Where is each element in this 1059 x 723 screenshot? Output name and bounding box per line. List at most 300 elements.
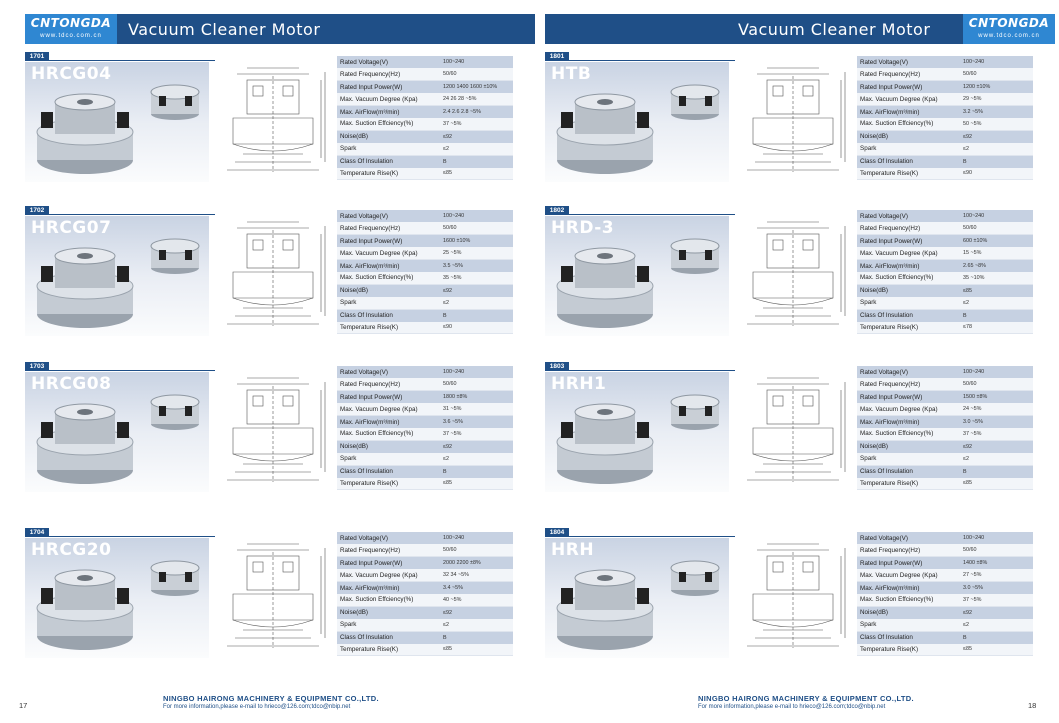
spec-value: B: [951, 309, 1033, 321]
spec-value: ≤85: [431, 478, 513, 490]
drawing-svg: [737, 372, 849, 490]
spec-row-power: [857, 235, 1033, 247]
spec-label: Class Of Insulation: [337, 309, 431, 321]
spec-value: 1200 ±10%: [951, 81, 1033, 93]
spec-row-spark: [337, 143, 513, 155]
product-code: 1804: [545, 528, 569, 537]
spec-value: ≤2: [951, 619, 1033, 631]
spec-value: 40 ~5%: [431, 594, 513, 606]
spec-label: Spark: [857, 453, 951, 465]
product-photo: [25, 538, 209, 658]
spec-table: [857, 532, 1033, 656]
spec-label: Noise(dB): [857, 440, 951, 452]
product-code: 1801: [545, 52, 569, 61]
spec-table: [337, 210, 513, 334]
spec-row-airflow: [857, 416, 1033, 428]
product-photo: [25, 372, 209, 492]
page-title-left: Vacuum Cleaner Motor: [128, 20, 321, 39]
technical-drawing: [737, 372, 849, 490]
spec-value: B: [951, 631, 1033, 643]
spec-label: Max. Vacuum Degree (Kpa): [337, 93, 431, 105]
spec-label: Max. AirFlow(m³/min): [857, 582, 951, 594]
spec-value: B: [431, 155, 513, 167]
spec-label: Max. Suction Effciency(%): [337, 118, 431, 130]
spec-value: 1400 ±8%: [951, 557, 1033, 569]
spec-value: 50/60: [431, 222, 513, 234]
spec-row-temp: [857, 644, 1033, 656]
spec-row-insulation: [857, 309, 1033, 321]
spec-value: 100~240: [951, 210, 1033, 222]
spec-value: 600 ±10%: [951, 235, 1033, 247]
spec-value: 35 ~5%: [431, 272, 513, 284]
spec-value: ≤2: [951, 453, 1033, 465]
drawing-svg: [217, 216, 329, 334]
spec-row-voltage: [857, 532, 1033, 544]
spec-row-spark: [857, 143, 1033, 155]
product-photo: [25, 216, 209, 336]
spec-label: Spark: [857, 297, 951, 309]
spec-label: Max. AirFlow(m³/min): [337, 260, 431, 272]
spec-label: Class Of Insulation: [857, 155, 951, 167]
spec-label: Max. Suction Effciency(%): [857, 118, 951, 130]
spec-value: 32 34 ~5%: [431, 569, 513, 581]
spec-value: 37 ~5%: [951, 428, 1033, 440]
spec-value: B: [431, 309, 513, 321]
spec-row-airflow: [337, 582, 513, 594]
product-photo: [25, 62, 209, 182]
drawing-svg: [217, 538, 329, 656]
spec-row-spark: [337, 453, 513, 465]
spec-label: Temperature Rise(K): [337, 168, 431, 180]
model-name: HRH1: [551, 374, 607, 394]
divider: [545, 60, 735, 61]
technical-drawing: [737, 538, 849, 656]
contact-line-right: For more information,please e-mail to hrieco@126.com;tdco@nbip.net: [698, 704, 886, 710]
spec-value: 37 ~5%: [431, 428, 513, 440]
spec-value: 27 ~5%: [951, 569, 1033, 581]
spec-value: ≤92: [951, 440, 1033, 452]
spec-row-voltage: [857, 366, 1033, 378]
spec-label: Max. Suction Effciency(%): [857, 428, 951, 440]
spec-label: Rated Input Power(W): [857, 235, 951, 247]
spec-value: ≤85: [951, 478, 1033, 490]
product-photo: [545, 62, 729, 182]
spec-value: 100~240: [951, 532, 1033, 544]
spec-value: ≤2: [951, 143, 1033, 155]
spec-row-vacuum: [857, 569, 1033, 581]
spec-row-power: [857, 81, 1033, 93]
spec-label: Max. Vacuum Degree (Kpa): [857, 247, 951, 259]
divider: [25, 370, 215, 371]
spec-label: Max. AirFlow(m³/min): [337, 582, 431, 594]
spec-value: B: [951, 465, 1033, 477]
technical-drawing: [217, 62, 329, 180]
logo-brand: CNTONGDA: [30, 16, 112, 30]
divider: [25, 60, 215, 61]
spec-row-insulation: [337, 309, 513, 321]
spec-row-noise: [857, 130, 1033, 142]
spec-row-vacuum: [337, 93, 513, 105]
spec-label: Noise(dB): [857, 130, 951, 142]
divider: [545, 214, 735, 215]
divider: [545, 536, 735, 537]
technical-drawing: [737, 216, 849, 334]
spec-value: ≤85: [431, 644, 513, 656]
spec-label: Temperature Rise(K): [857, 644, 951, 656]
spec-label: Rated Frequency(Hz): [337, 68, 431, 80]
spec-label: Rated Input Power(W): [337, 81, 431, 93]
spec-value: 3.5 ~5%: [431, 260, 513, 272]
technical-drawing: [217, 372, 329, 490]
spec-label: Class Of Insulation: [337, 155, 431, 167]
spec-value: ≤92: [431, 284, 513, 296]
spec-label: Rated Frequency(Hz): [857, 222, 951, 234]
divider: [25, 536, 215, 537]
spec-row-vacuum: [857, 403, 1033, 415]
spec-row-temp: [337, 478, 513, 490]
spec-label: Max. AirFlow(m³/min): [857, 260, 951, 272]
spec-value: ≤85: [431, 168, 513, 180]
spec-value: 29 ~5%: [951, 93, 1033, 105]
spec-row-noise: [857, 606, 1033, 618]
spec-value: 2.65 ~8%: [951, 260, 1033, 272]
product-photo: [545, 372, 729, 492]
spec-value: 3.4 ~5%: [431, 582, 513, 594]
spec-value: B: [431, 631, 513, 643]
spec-label: Class Of Insulation: [857, 309, 951, 321]
spec-label: Rated Frequency(Hz): [337, 222, 431, 234]
spec-label: Rated Voltage(V): [857, 366, 951, 378]
spec-value: 24 26 28 ~5%: [431, 93, 513, 105]
spec-label: Max. AirFlow(m³/min): [337, 416, 431, 428]
spec-value: 3.0 ~5%: [951, 416, 1033, 428]
spec-value: B: [431, 465, 513, 477]
spec-row-power: [857, 557, 1033, 569]
spec-label: Max. Vacuum Degree (Kpa): [857, 569, 951, 581]
drawing-svg: [737, 538, 849, 656]
spec-value: ≤2: [951, 297, 1033, 309]
spec-row-spark: [337, 619, 513, 631]
model-name: HRCG20: [31, 540, 112, 560]
drawing-svg: [737, 216, 849, 334]
spec-value: 50/60: [431, 68, 513, 80]
spec-table: [337, 56, 513, 180]
spec-label: Rated Input Power(W): [337, 391, 431, 403]
spec-value: ≤90: [431, 322, 513, 334]
spec-label: Rated Input Power(W): [857, 391, 951, 403]
spec-value: 3.0 ~5%: [951, 582, 1033, 594]
spec-label: Rated Frequency(Hz): [857, 378, 951, 390]
spec-label: Rated Voltage(V): [857, 210, 951, 222]
spec-value: 2000 2200 ±8%: [431, 557, 513, 569]
page-number-left: 17: [19, 701, 28, 710]
spec-value: 50/60: [951, 68, 1033, 80]
spec-row-noise: [857, 284, 1033, 296]
spec-value: 25 ~5%: [431, 247, 513, 259]
spec-row-frequency: [857, 378, 1033, 390]
spec-label: Max. Suction Effciency(%): [857, 272, 951, 284]
spec-row-frequency: [337, 544, 513, 556]
spec-row-temp: [857, 478, 1033, 490]
spec-value: ≤92: [951, 130, 1033, 142]
spec-label: Class Of Insulation: [337, 631, 431, 643]
spec-row-frequency: [337, 222, 513, 234]
spec-row-voltage: [337, 56, 513, 68]
spec-label: Max. Vacuum Degree (Kpa): [337, 569, 431, 581]
spec-row-voltage: [337, 532, 513, 544]
spec-label: Noise(dB): [857, 284, 951, 296]
spec-value: B: [951, 155, 1033, 167]
spec-row-insulation: [857, 631, 1033, 643]
spec-row-suction: [857, 118, 1033, 130]
spec-row-frequency: [337, 68, 513, 80]
spec-label: Max. Vacuum Degree (Kpa): [337, 247, 431, 259]
spec-row-airflow: [857, 260, 1033, 272]
spec-row-noise: [337, 130, 513, 142]
spec-label: Spark: [337, 619, 431, 631]
spec-row-temp: [337, 322, 513, 334]
spec-row-power: [337, 81, 513, 93]
spec-value: 37 ~5%: [431, 118, 513, 130]
spec-row-spark: [337, 297, 513, 309]
spec-value: 2.4 2.6 2.8 ~5%: [431, 106, 513, 118]
spec-value: ≤85: [951, 284, 1033, 296]
technical-drawing: [737, 62, 849, 180]
logo-website: www.tdco.com.cn: [978, 33, 1040, 39]
spec-table: [337, 532, 513, 656]
spec-value: ≤78: [951, 322, 1033, 334]
product-block: [545, 528, 1033, 658]
spec-row-airflow: [337, 260, 513, 272]
spec-value: 50/60: [951, 544, 1033, 556]
spec-label: Rated Frequency(Hz): [857, 544, 951, 556]
spec-label: Temperature Rise(K): [337, 644, 431, 656]
drawing-svg: [217, 62, 329, 180]
model-name: HRCG07: [31, 218, 112, 238]
spec-table: [857, 366, 1033, 490]
spec-row-vacuum: [337, 403, 513, 415]
spec-label: Rated Frequency(Hz): [337, 544, 431, 556]
spec-value: 100~240: [431, 532, 513, 544]
spec-label: Spark: [337, 297, 431, 309]
spec-row-suction: [337, 594, 513, 606]
spec-row-temp: [857, 168, 1033, 180]
spec-label: Class Of Insulation: [337, 465, 431, 477]
logo-website: www.tdco.com.cn: [40, 33, 102, 39]
spec-label: Max. AirFlow(m³/min): [857, 416, 951, 428]
spec-row-temp: [337, 644, 513, 656]
spec-value: ≤2: [431, 619, 513, 631]
spec-label: Max. AirFlow(m³/min): [337, 106, 431, 118]
product-photo: [545, 538, 729, 658]
product-code: 1701: [25, 52, 49, 61]
spec-label: Noise(dB): [857, 606, 951, 618]
spec-label: Temperature Rise(K): [857, 168, 951, 180]
spec-row-temp: [857, 322, 1033, 334]
company-name-left: NINGBO HAIRONG MACHINERY & EQUIPMENT CO.,LTD.: [163, 694, 379, 703]
product-block: [25, 362, 513, 492]
spec-label: Rated Input Power(W): [337, 235, 431, 247]
spec-row-voltage: [857, 56, 1033, 68]
spec-value: 50/60: [951, 222, 1033, 234]
spec-row-airflow: [857, 582, 1033, 594]
spec-label: Max. AirFlow(m³/min): [857, 106, 951, 118]
spec-label: Temperature Rise(K): [337, 478, 431, 490]
spec-row-frequency: [337, 378, 513, 390]
model-name: HTB: [551, 64, 592, 84]
spec-value: ≤2: [431, 297, 513, 309]
divider: [25, 214, 215, 215]
spec-row-insulation: [337, 631, 513, 643]
spec-row-frequency: [857, 544, 1033, 556]
logo-left: [25, 14, 117, 44]
spec-row-power: [337, 235, 513, 247]
spec-value: 1800 ±8%: [431, 391, 513, 403]
spec-value: 100~240: [951, 366, 1033, 378]
technical-drawing: [217, 216, 329, 334]
technical-drawing: [217, 538, 329, 656]
spec-label: Max. Suction Effciency(%): [337, 272, 431, 284]
spec-label: Temperature Rise(K): [337, 322, 431, 334]
product-code: 1703: [25, 362, 49, 371]
drawing-svg: [737, 62, 849, 180]
logo-brand: CNTONGDA: [968, 16, 1050, 30]
spec-label: Max. Suction Effciency(%): [337, 594, 431, 606]
spec-value: 1500 ±8%: [951, 391, 1033, 403]
spec-label: Spark: [857, 143, 951, 155]
product-block: [545, 206, 1033, 336]
product-code: 1704: [25, 528, 49, 537]
product-code: 1803: [545, 362, 569, 371]
model-name: HRD-3: [551, 218, 615, 238]
page-number-right: 18: [1028, 701, 1037, 710]
spec-label: Noise(dB): [337, 284, 431, 296]
product-block: [25, 52, 513, 182]
spec-value: 31 ~5%: [431, 403, 513, 415]
spec-label: Max. Suction Effciency(%): [857, 594, 951, 606]
spec-row-spark: [857, 453, 1033, 465]
spec-table: [857, 56, 1033, 180]
spec-label: Max. Suction Effciency(%): [337, 428, 431, 440]
spec-label: Rated Frequency(Hz): [337, 378, 431, 390]
spec-table: [337, 366, 513, 490]
spec-table: [857, 210, 1033, 334]
spec-value: 35 ~10%: [951, 272, 1033, 284]
spec-row-insulation: [857, 465, 1033, 477]
spec-row-airflow: [857, 106, 1033, 118]
spec-row-power: [857, 391, 1033, 403]
spec-value: 24 ~5%: [951, 403, 1033, 415]
spec-value: 100~240: [431, 366, 513, 378]
spec-label: Class Of Insulation: [857, 465, 951, 477]
spec-label: Rated Voltage(V): [857, 56, 951, 68]
spec-label: Noise(dB): [337, 440, 431, 452]
spec-value: 100~240: [951, 56, 1033, 68]
spec-row-suction: [857, 272, 1033, 284]
product-block: [25, 528, 513, 658]
spec-row-vacuum: [857, 93, 1033, 105]
spec-row-spark: [857, 297, 1033, 309]
spec-row-spark: [857, 619, 1033, 631]
spec-label: Temperature Rise(K): [857, 322, 951, 334]
drawing-svg: [217, 372, 329, 490]
spec-label: Temperature Rise(K): [857, 478, 951, 490]
divider: [545, 370, 735, 371]
spec-value: ≤92: [431, 130, 513, 142]
spec-label: Rated Input Power(W): [857, 81, 951, 93]
contact-line-left: For more information,please e-mail to hrieco@126.com;tdco@nbip.net: [163, 704, 351, 710]
spec-label: Max. Vacuum Degree (Kpa): [857, 403, 951, 415]
spec-label: Max. Vacuum Degree (Kpa): [857, 93, 951, 105]
spec-value: ≤92: [951, 606, 1033, 618]
company-name-right: NINGBO HAIRONG MACHINERY & EQUIPMENT CO.,LTD.: [698, 694, 914, 703]
spec-label: Rated Input Power(W): [857, 557, 951, 569]
spec-value: 1200 1400 1600 ±10%: [431, 81, 513, 93]
spec-row-frequency: [857, 222, 1033, 234]
spec-row-noise: [337, 284, 513, 296]
spec-value: 1600 ±10%: [431, 235, 513, 247]
spec-label: Rated Input Power(W): [337, 557, 431, 569]
spec-row-insulation: [337, 155, 513, 167]
spec-value: 100~240: [431, 210, 513, 222]
spec-value: ≤92: [431, 440, 513, 452]
product-photo: [545, 216, 729, 336]
spec-value: 50/60: [431, 378, 513, 390]
spec-label: Rated Voltage(V): [857, 532, 951, 544]
spec-row-airflow: [337, 416, 513, 428]
logo-right: [963, 14, 1055, 44]
product-block: [545, 362, 1033, 492]
spec-value: 50/60: [951, 378, 1033, 390]
spec-row-airflow: [337, 106, 513, 118]
product-code: 1702: [25, 206, 49, 215]
spec-label: Noise(dB): [337, 130, 431, 142]
spec-label: Spark: [337, 143, 431, 155]
spec-row-voltage: [337, 366, 513, 378]
spec-label: Rated Frequency(Hz): [857, 68, 951, 80]
spec-row-insulation: [857, 155, 1033, 167]
spec-label: Noise(dB): [337, 606, 431, 618]
spec-value: 37 ~5%: [951, 594, 1033, 606]
spec-value: 100~240: [431, 56, 513, 68]
spec-row-power: [337, 557, 513, 569]
spec-value: ≤2: [431, 143, 513, 155]
spec-value: ≤90: [951, 168, 1033, 180]
spec-row-suction: [337, 272, 513, 284]
spec-row-noise: [857, 440, 1033, 452]
spec-row-vacuum: [857, 247, 1033, 259]
spec-label: Class Of Insulation: [857, 631, 951, 643]
product-block: [545, 52, 1033, 182]
spec-row-vacuum: [337, 569, 513, 581]
spec-row-noise: [337, 606, 513, 618]
spec-row-voltage: [337, 210, 513, 222]
spec-row-frequency: [857, 68, 1033, 80]
product-block: [25, 206, 513, 336]
spec-label: Rated Voltage(V): [337, 210, 431, 222]
spec-row-vacuum: [337, 247, 513, 259]
spec-value: ≤85: [951, 644, 1033, 656]
spec-row-insulation: [337, 465, 513, 477]
spec-row-power: [337, 391, 513, 403]
spec-value: ≤2: [431, 453, 513, 465]
model-name: HRCG04: [31, 64, 112, 84]
spec-value: ≤92: [431, 606, 513, 618]
spec-value: 15 ~5%: [951, 247, 1033, 259]
model-name: HRH: [551, 540, 595, 560]
spec-label: Spark: [337, 453, 431, 465]
spec-value: 50 ~5%: [951, 118, 1033, 130]
